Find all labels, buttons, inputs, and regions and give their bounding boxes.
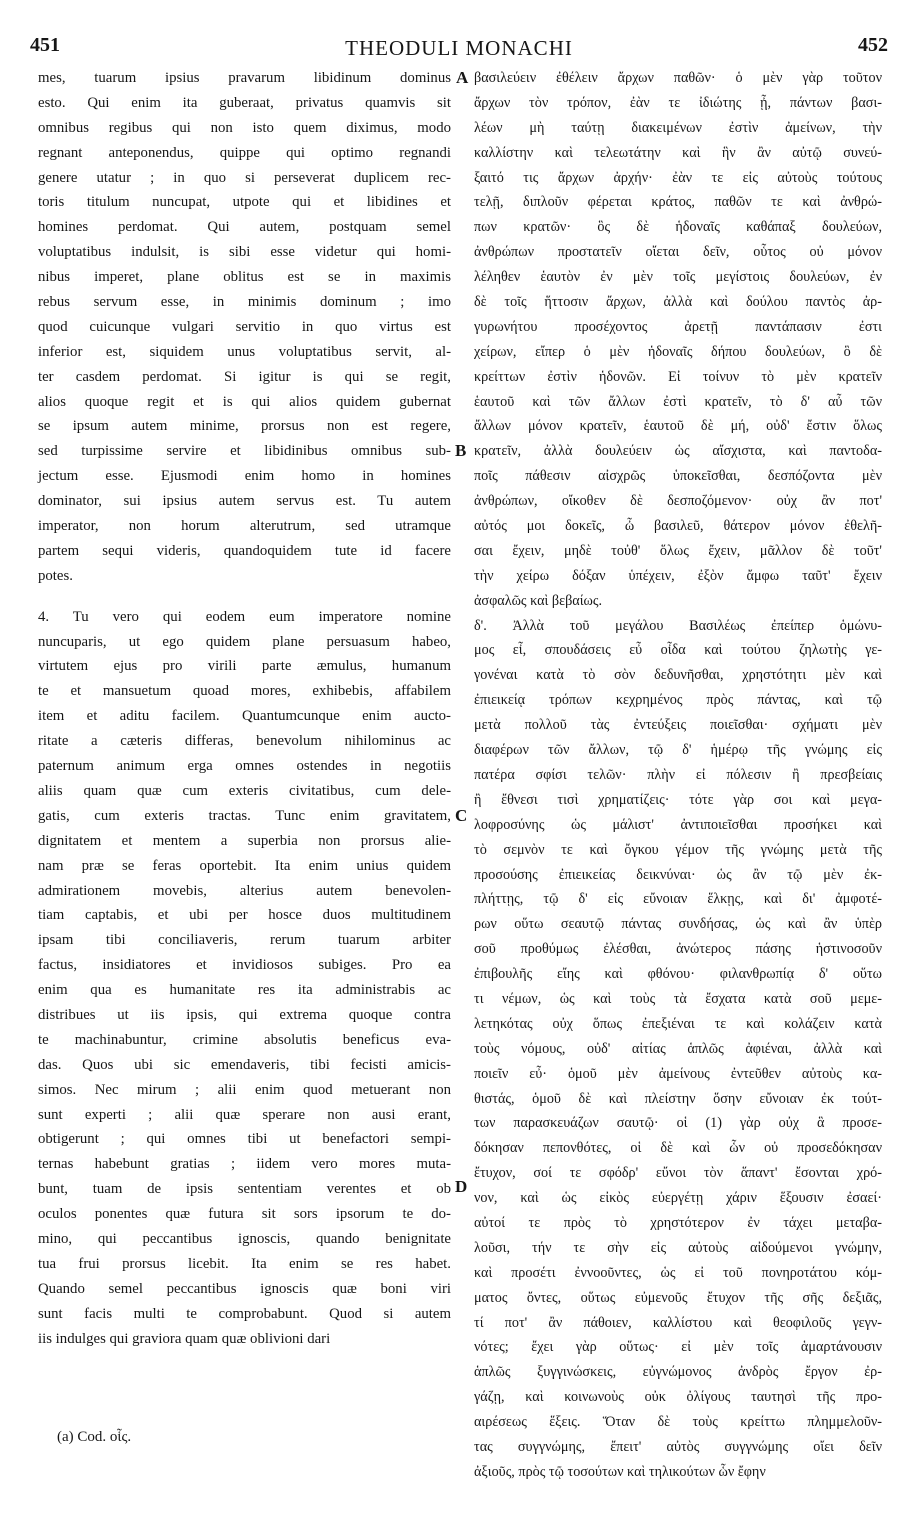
text-line: inferior est, siquidem unus voluptatibus servit, al- [38,343,451,360]
text-line: τὸ σεμνὸν τε καὶ ὄγκου γέμον τῆς γνώμης μετὰ τῆς [474,841,882,858]
page-header [30,34,888,64]
text-line: imperator, non horum alterutrum, sed utramque [38,518,451,535]
text-line: χείρων, εἴπερ ὁ μὲν ἡδοναῖς δήπου δουλεύων, ὃ δὲ [474,343,882,360]
text-line: λετηκότας οὐχ ὅπως ἐπεξιέναι τε καὶ κολάζειν κατὰ [474,1015,882,1032]
text-line: σαι ἔχειν, μηδὲ τοὐθ' ὅλως ἔχειν, μᾶλλον δὲ τοῦτ' [474,542,882,559]
text-line: λοῦσι, τήν τε σὴν εἰς αὐτοὺς αἰδούμενοι γνώμην, [474,1239,882,1256]
text-line: mes, tuarum ipsius pravarum libidinum dominus [38,70,451,86]
text-line: enim qua es humanitate res ita administrabis ac [38,982,451,999]
text-line: βασιλεύειν ἐθέλειν ἄρχων παθῶν· ὁ μὲν γὰρ τοῦτον [474,70,882,86]
text-line: ματος ὄντες, οὕτως εὐμενοῦς ἔτυχον τῆς σῆς δεξιᾶς, [474,1289,882,1306]
text-line: rebus servum esse, in minimis dominum ; imo [38,294,451,311]
text-line: καλλίστην καὶ τελεωτάτην καὶ ἣν ἂν αὐτῷ συνεύ- [474,144,882,161]
text-line: factus, insidiatores et invidiosos subiges. Pro ea [38,957,451,974]
text-line: aliis quam quæ cum exteris civitatibus, cum dele- [38,782,451,799]
text-line: λέληθεν ἑαυτὸν ἐν μὲν τοῖς μεγίστοις δουλεύων, ἐν [474,269,882,286]
latin-column [38,66,451,1351]
text-line: nuncuparis, ut ego quidem plane persuasum habeo, [38,633,451,650]
text-line: ἀνθρώπων, οἴκοθεν δὲ δεσποζόμενον· οὐχ ἂν ποτ' [474,493,882,510]
margin-letter-b: B [455,441,467,460]
text-line: ἐπιεικείᾳ τρόπων κεχρημένος πρὸς πάντας, καὶ τῷ [474,692,882,709]
text-line: sunt facis multi te comprobabunt. Quod si autem [38,1305,451,1322]
text-line: δ'. Ἀλλὰ τοῦ μεγάλου Βασιλέως ἐπείπερ ὁμώνυ- [474,617,882,634]
text-line: te machinabuntur, crimine absolutis beneficus eva- [38,1031,451,1048]
text-line: ξαιτό τις ἄρχων ἀρχήν· ἐὰν τε εἰς αὐτοὺς τούτους [474,169,882,186]
margin-letter-c: C [455,806,468,825]
text-line: λέων μὴ ταύτῃ διακειμένων ἐστὶν ἀμείνων, τὴν [474,119,882,136]
text-line: ἁπλῶς ξυγγινώσκεις, εὐγνώμονος ἀνδρὸς ἔργον ἐρ- [474,1364,882,1381]
text-line: τί ποτ' ἂν πάθοιεν, καλλίστου καὶ θεοφιλοῦς γεγν- [474,1314,882,1331]
text-line: ter casdem perdomat. Si igitur is qui se regit, [38,368,451,385]
text-line: virtutem ejus pro virili parte æmulus, humanum [38,658,451,675]
text-line: ποῖς πάθεσιν αἰσχρῶς ὑποκεῖσθαι, δεσπόζοντα μὲν [474,468,882,485]
left-page-number: 451 [30,34,60,56]
text-line: ἄλλων μόνον κρατεῖν, ἑαυτοῦ δὲ μή, οὐδ' ἔστιν ὅλως [474,418,882,435]
right-page-number: 452 [858,34,888,56]
text-line: quod cuicunque vulgari servitio in quo virtus est [38,318,451,335]
text-line: simos. Nec mirum ; alii enim quod metuerant non [38,1081,451,1098]
text-line: πων κρατῶν· ὃς δὲ ἡδοναῖς καθάπαξ δουλεύων, [474,219,882,236]
text-line: νότες; ἔχει γὰρ οὕτως· εἰ μὲν τοῖς ἁμαρτάνουσιν [474,1339,882,1356]
text-line: ritate a cæteris differas, benevolum nihilominus ac [38,733,451,750]
text-line: δόκησαν πεπονθότες, οἱ δὲ καὶ ὧν οὐ προσεδόκησαν [474,1140,882,1157]
text-line: τοὺς νόμους, οὐδ' αἰτίας ἁπλῶς ἀφιέναι, ἀλλὰ καὶ [474,1040,882,1057]
text-line: αὐτοί τε πρὸς τὸ χρηστότερον ἐν τάχει μεταβα- [474,1214,882,1231]
text-line: τας συγγνώμης, ἔπειτ' αὐτὸς συγγνώμης οἴει δεῖν [474,1438,882,1455]
text-line: αὐτός μοι δοκεῖς, ὦ βασιλεῦ, θάτερον μόνον ἐθελῆ- [474,518,882,535]
text-line: voluptatibus indulsit, is sibi esse videtur qui homi- [38,244,451,261]
text-line: item et aditu facilem. Quantumcunque enim aucto- [38,708,451,725]
text-line: ἀσφαλῶς καὶ βεβαίως. [474,592,603,609]
text-line: σοῦ προθύμως ἐλέσθαι, ἀνώτερος πάσης ἡστινοσοῦν [474,941,882,958]
footnote: (a) Cod. οἷς. [57,1429,132,1445]
text-line: των παρασκευάζων σαυτῷ· οἱ (1) γὰρ οὐχ ἃ προσε- [474,1115,882,1132]
text-line: καὶ προσέτι ἐννοοῦντες, ὡς εἰ τοῦ πονηροτάτου κόμ- [474,1264,882,1281]
text-line: κρατεῖν, ἀλλὰ δουλεύειν ὡς αἴσχιστα, καὶ παντοδα- [474,443,882,460]
text-line: oculos ponentes quæ futura sit sors ipsorum te do- [38,1206,451,1223]
text-line: tua frui prorsus licebit. Ita enim se res habet. [38,1255,451,1272]
text-line: ipsam tibi conciliaveris, rerum tuarum arbiter [38,932,451,949]
text-line: ἐπιβουλῆς εἴης καὶ φθόνου· φιλανθρωπίᾳ δ' οὕτω [474,966,882,983]
text-line: regnant anteponendus, quippe qui optimo regnandi [38,144,451,161]
text-line: κρείττων ἐστὶν ἡδονῶν. Εἰ τοίνυν τὸ μὲν κρατεῖν [474,368,882,385]
text-line: nibus imperet, plane oblitus est se in maximis [38,269,451,286]
text-line: paternum animum erga omnes ostendes in negotiis [38,758,451,775]
text-line: ternas habebunt gratias ; iidem vero mores muta- [38,1156,451,1173]
text-line: ἔτυχον, σοί τε σφόδρ' εὔνοι τὸν ἅπαντ' ἔσονται χρό- [474,1165,882,1182]
text-line: distribues ut iis ipsis, qui extrema quoque contra [38,1006,451,1023]
text-line: omnibus regibus qui non isto quem diximus, modo [38,119,451,136]
text-line: jectum esse. Ejusmodi enim homo in homines [38,468,451,485]
text-line: partem sequi videris, quandoquidem tute id facere [38,542,451,559]
text-line: 4. Tu vero qui eodem eum imperatore nomine [38,608,451,625]
text-line: obtigerunt ; qui omnes tibi ut benefactori sempi- [38,1131,451,1148]
text-line: ἀνθρώπων προστατεῖν οἴεται δεῖν, οὗτος οὐ μόνον [474,244,882,261]
text-line: τὴν χείρω δόξαν ὑπέχειν, ἐξὸν ἄμφω ταῦτ' ἔχειν [474,567,882,584]
text-line: λοφροσύνης ὡς μάλιστ' ἀντιποιεῖσθαι προσήκει καὶ [474,816,882,833]
text-line: mino, qui peccantibus ignoscis, quando benignitate [38,1230,451,1247]
text-line: ποιεῖν εὖ· ὁμοῦ μὲν ἀμείνους ἐντεῦθεν αὐτοὺς κα- [474,1065,882,1082]
text-line: admirationem movebis, alterius autem benevolen- [38,882,451,899]
text-line: das. Quos ubi sic emendaveris, tibi fecisti amicis- [38,1056,451,1073]
text-line: Quando semel peccantibus ignoscis quæ boni viri [38,1280,451,1297]
text-line: homines perdomat. Qui autem, postquam semel [38,219,451,236]
text-line: nam præ se feras oportebit. Ita enim unius quidem [38,857,451,874]
text-line: μος εἶ, σπουδάσεις εὖ οἶδα καὶ τούτου ζηλωτὴς γε- [474,642,882,659]
text-line: γονέναι κατὰ τὸ σὸν δεδυνῆσθαι, χρηστότητι μὲν καὶ [474,667,882,684]
text-line: αιρέσεως ἕξεις. Ὅταν δὲ τοὺς κρείττω πλημμελοῦν- [474,1414,882,1431]
text-line: θιστάς, ὁμοῦ δὲ καὶ πλείστην ὅσην εὔνοιαν ἐκ τούτ- [474,1090,882,1107]
text-line: bunt, tuam de ipsis sententiam verentes et ob [38,1181,451,1198]
text-line: μετὰ πολλοῦ τὰς ἐντεύξεις ποιεῖσθαι· σχήματι μὲν [474,717,882,734]
text-line: se ipsum autem minime, prorsus non est regere, [38,418,451,435]
text-line: dignitatem et mentem a superbia non prorsus alie- [38,832,451,849]
running-title: THEODULI MONACHI [345,36,573,60]
text-line: alios quoque regit et is qui alios quidem gubernat [38,393,451,410]
text-line: τι νέμων, ὡς καὶ τοὺς τὰ ἔσχατα κατὰ σοῦ μεμε- [474,990,882,1007]
margin-letter-a: A [456,68,469,87]
text-line: gatis, cum exteris tractas. Tunc enim gravitatem, [38,807,451,824]
text-line: genere utatur ; in quo si perseverat duplicem rec- [38,169,451,186]
text-line: esto. Qui enim ita guberaat, privatus quamvis sit [38,94,451,111]
margin-letter-d: D [455,1177,468,1196]
text-line: τελῇ, διπλοῦν φέρεται κράτος, παθῶν τε καὶ ἀνθρώ- [474,194,882,211]
text-line: iis indulges qui graviora quam quæ oblivioni dari [38,1330,331,1347]
text-line: tiam captabis, et ubi per hosce duos multitudinem [38,907,451,924]
text-line: dominator, sui ipsius autem servus est. Tu autem [38,493,451,510]
text-line: δὲ τοῖς ἥττοσιν ἄρχων, ἀλλὰ καὶ δούλου παντὸς ἀρ- [474,294,882,311]
text-line: ἀξιοῦς, πρὸς τῷ τοσούτων καὶ τηλικούτων ὧν ἔφην [474,1463,766,1480]
text-line: ἄρχων τὸν τρόπον, ἐὰν τε ἰδιώτης ᾖ, πάντων βασι- [474,94,882,111]
text-line: γυρωνήτου προσέχοντος ἀρετῇ παντάπασιν ἐστι [474,318,882,335]
text-line: sed turpissime servire et libidinibus omnibus sub- [38,443,451,460]
text-line: γάζῃ, καὶ κοινωνοὺς οὐκ ὀλίγους ταυτησὶ τῆς προ- [474,1389,882,1406]
text-line: ἢ ἔθνεσι τισὶ χρηματίζεις· τότε γὰρ σοι καὶ μεγα- [474,791,882,808]
text-line: προσούσης ἐπιεικείας δεικνύναι· ὡς ἂν τῷ μὲν ἐκ- [474,866,882,883]
text-line: sunt experti ; alii quæ sperare non ausi erant, [38,1106,451,1123]
text-line: toris titulum nuncupat, utpote qui et libidines et [38,194,451,211]
text-line: potes. [38,567,73,584]
text-line: πλήττῃς, τῷ δ' εἰς εὔνοιαν ἕλκῃς, καὶ δι' ἀμφοτέ- [474,891,882,908]
text-line: νον, καὶ ὡς εἰκὸς εὐεργέτῃ χάριν ἕξουσιν ἐσαεί· [474,1190,882,1207]
text-line: te et mansuetum quoad mores, exhibebis, affabilem [38,683,451,700]
text-line: ἑαυτοῦ καὶ τῶν ἄλλων ἐστὶ κρατεῖν, τὸ δ' αὖ τῶν [474,393,882,410]
text-line: διαφέρων τῶν ἄλλων, τῷ δ' ἡμέρῳ τῆς γνώμης εἰς [474,742,882,759]
text-line: ρων οὕτω σεαυτῷ πάντας συνδήσας, ὡς καὶ ἂν ὑπὲρ [474,916,882,933]
text-line: πατέρα σφίσι τελῶν· πλὴν εἰ πόλεσιν ἢ πρεσβείαις [474,766,882,783]
greek-column [474,66,882,1485]
